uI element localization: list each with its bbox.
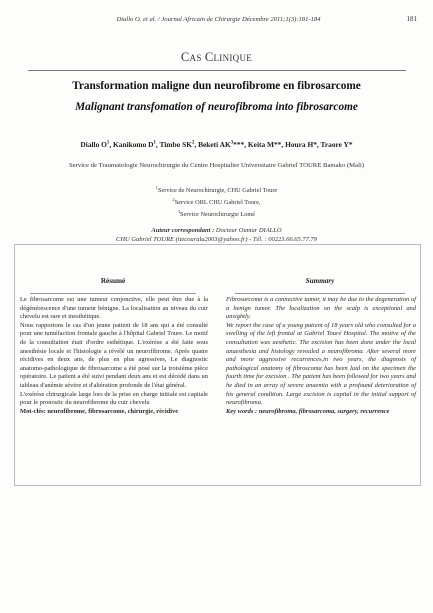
author-name: Kanikomo $D^1$ (113, 140, 156, 149)
correspondence-label: Auteur correspondant : (151, 227, 215, 234)
resume-heading: Résumé (100, 277, 126, 285)
page-number: 181 (406, 15, 417, 23)
resume-paragraph: L'exérèse chirurgicale large lors de la prise en charge initiale est capitale pour le pronostic du neurofibrome du cuir chevelu (20, 390, 208, 407)
correspondence (10, 226, 423, 245)
resume-heading-rule (30, 293, 196, 294)
running-head: Diallo O. et al. / Journal Africain de Chirurgie Décembre 2011;1(3):181-184 (116, 16, 321, 23)
resume-keywords: Mot-clés: neurofibrome, fibrosarcome, chirurgie, récidive (20, 407, 179, 415)
author-affiliation-mark: 1 (106, 140, 110, 146)
title-french: Transformation maligne dun neurofibrome en fibrosarcome (72, 80, 361, 92)
summary-keywords: Key words : neurofibroma, fibrosarcoma, surgery, recurrence (226, 407, 390, 415)
author-name: Houra H* (285, 140, 317, 149)
affiliation-item: $^1$Service de Neurochirurgie, CHU Gabriel Toure (155, 185, 278, 195)
author-list: Diallo $O^1$, Kanikomo $D^1$, Timbo $SK^2$, Beketi $AK^3***$, Keita M**, Houra H*, Traore Y* (80, 140, 353, 149)
author-name: Traore Y* (320, 140, 353, 149)
author-affiliation-mark: 2 (191, 140, 195, 146)
section-label-text: CAS CLINIQUE (180, 50, 253, 64)
summary-paragraph: We report the case of a young patient of 18 years old who consulted for a swelling of the left frontal at Gabriel Touré Hospital. The motive of the consultation was aesthetic. The excision has been done under the local anaesthesia and histology revealed a neurofibroma. After several more and more aggressive recurrences,in two years, the diagnosis of pathological anatomy of fibroscoma has been laid on the specimen the fourth time for excision . The patient has been followed for two years and he died in an array of severe anaemia with a profound deterioration of his general condition. Large excision is capital in the initial support of neurofibroma. (226, 321, 416, 407)
summary-paragraph: Fibrosarcoma is a connective tumor, it may be due to the degeneration of a benign tumor. The localization on the scalp is exceptional and unsightly. (226, 296, 416, 321)
author-affiliation-mark: 3 (230, 140, 234, 146)
section-label (0, 50, 433, 65)
affiliation-list (10, 183, 423, 219)
affiliation-item: $^3$Service Neurochirurgie Lomé (177, 209, 256, 219)
resume-paragraph: Le fibrosarcome est une tumeur conjonctive, elle peut être due à la dégénérescence d'une tumeur bénigne. La localisation au niveau du cuir chevelu est rare et inesthétique. (20, 296, 208, 321)
main-affiliation: Service de Traumatologie Neurochirurgie du Centre Hospitalier Universitaire Gabriel TOURE Bamako (Mali) (68, 162, 365, 169)
summary-column (226, 296, 416, 416)
summary-heading: Summary (305, 277, 335, 285)
resume-paragraph: Nous rapportons le cas d'un jeune patient de 18 ans qui a été consulté pour une tuméfaction frontale gauche à l'hôpital Gabriel Toure. Le motif de la consultation était d'ordre esthétique. L'exérèse a été faite sous anesthésie locale et l'histologie a révélé un neurofibrome. Après quatre récidives en deux ans, de plus en plus agressives, Le diagnostic anatomo-pathologique de fibrosarcome a été posé sur la troisième pièce opératoire. Le patient a été suivi pendant deux ans et est décédé dans un tableau d'anémie sévère et d'altération profonde de l'état général. (20, 321, 208, 389)
correspondence-name: Docteur Oumar DIALLO (215, 227, 282, 234)
author-name: Beketi $AK^3***$ (198, 140, 245, 149)
author-affiliation-mark: 1 (153, 140, 156, 146)
section-rule (28, 70, 406, 71)
summary-heading-rule (235, 293, 405, 294)
correspondence-line-2: CHU Gabriel TOURE (tiecourala2003@yahoo.fr) - Tél. : 00223.66.65.77.79 (115, 236, 318, 244)
author-name: Timbo $SK^2$ (159, 140, 195, 149)
title-english: Malignant transfomation of neurofibroma into fibrosarcome (75, 101, 358, 113)
author-name: Diallo $O^1$ (80, 140, 110, 149)
resume-column (20, 296, 208, 416)
correspondence-line-1 (10, 226, 423, 235)
affiliation-item: $^2$Service ORL CHU Gabriel Toure, (172, 197, 261, 207)
author-name: Keita M** (247, 140, 282, 149)
